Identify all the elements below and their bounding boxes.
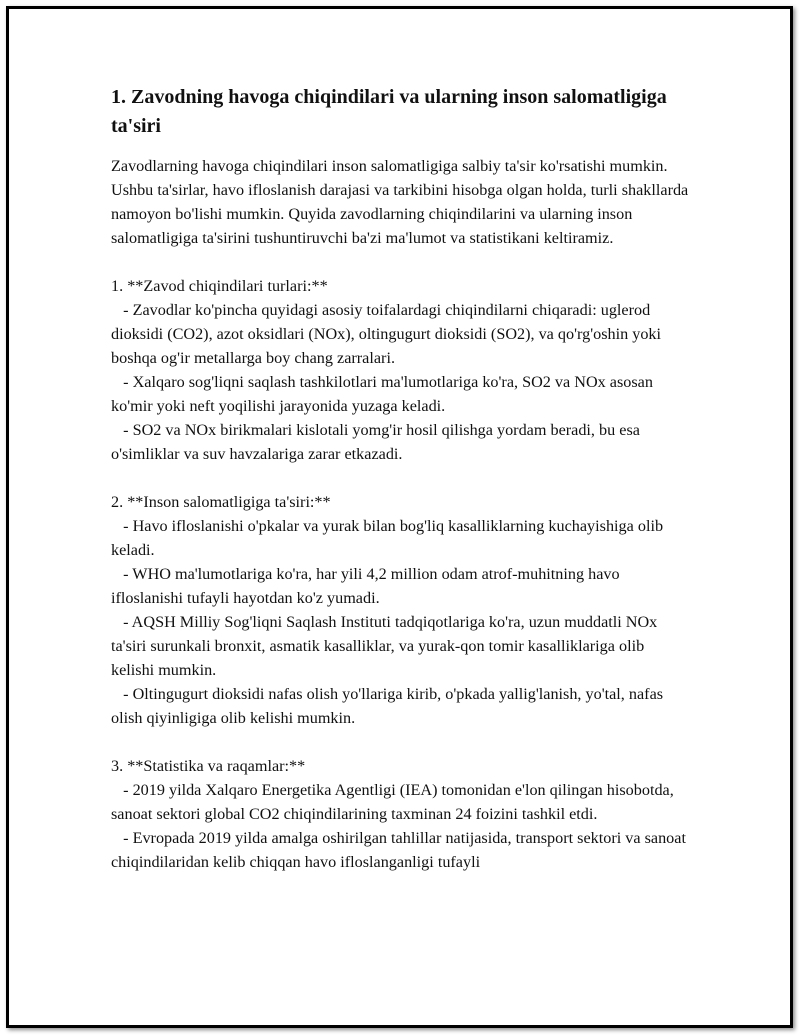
document-body: Zavodlarning havoga chiqindilari inson salomatligiga salbiy ta'sir ko'rsatishi mumkin. Ushbu ta'sirlar, havo ifloslanish darajasi va tarkibini hisobga olgan holda, turli shakllarda namoyon bo'lishi mumkin. Quyida zavodlarning chiqindilarini va ularning inson salomatligiga ta'sirini tushuntiruvchi ba'zi ma'lumot va statistikani keltiramiz. 1. **Zavod chiqindilari turlari:** - Zavodlar ko'pincha quyidagi asosiy toifalardagi chiqindilarni chiqaradi: uglerod dioksidi (CO2), azot oksidlari (NOx), oltingugurt dioksidi (SO2), va qo'rg'oshin yoki boshqa og'ir metallarga boy chang zarralari. - Xalqaro sog'liqni saqlash tashkilotlari ma'lumotlariga ko'ra, SO2 va NOx asosan ko'mir yoki neft yoqilishi jarayonida yuzaga keladi. - SO2 va NOx birikmalari kislotali yomg'ir hosil qilishga yordam beradi, bu esa o'simliklar va suv havzalariga zarar etkazadi. 2. **Inson salomatligiga ta'siri:** - Havo ifloslanishi o'pkalar va yurak bilan bog'liq kasalliklarning kuchayishiga olib keladi. - WHO ma'lumotlariga ko'ra, har yili 4,2 million odam atrof-muhitning havo ifloslanishi tufayli hayotdan ko'z yumadi. - AQSH Milliy Sog'liqni Saqlash Instituti tadqiqotlariga ko'ra, uzun muddatli NOx ta'siri surunkali bronxit, asmatik kasalliklar, va yurak-qon tomir kasalliklariga olib kelishi mumkin. - Oltingugurt dioksidi nafas olish yo'llariga kirib, o'pkada yallig'lanish, yo'tal, nafas olish qiyinligiga olib kelishi mumkin. 3. **Statistika va raqamlar:** - 2019 yilda Xalqaro Energetika Agentligi (IEA) tomonidan e'lon qilingan hisobotda, sanoat sektori global CO2 chiqindilarining taxminan 24 foizini tashkil etdi. - Evropada 2019 yilda amalga oshirilgan tahlillar natijasida, transport sektori va sanoat chiqindilaridan kelib chiqqan havo ifloslanganligi tufayli	[111, 157, 689, 871]
document-content	[111, 83, 691, 874]
document-title: 1. Zavodning havoga chiqindilari va ularning inson salomatligiga ta'siri	[111, 86, 667, 137]
